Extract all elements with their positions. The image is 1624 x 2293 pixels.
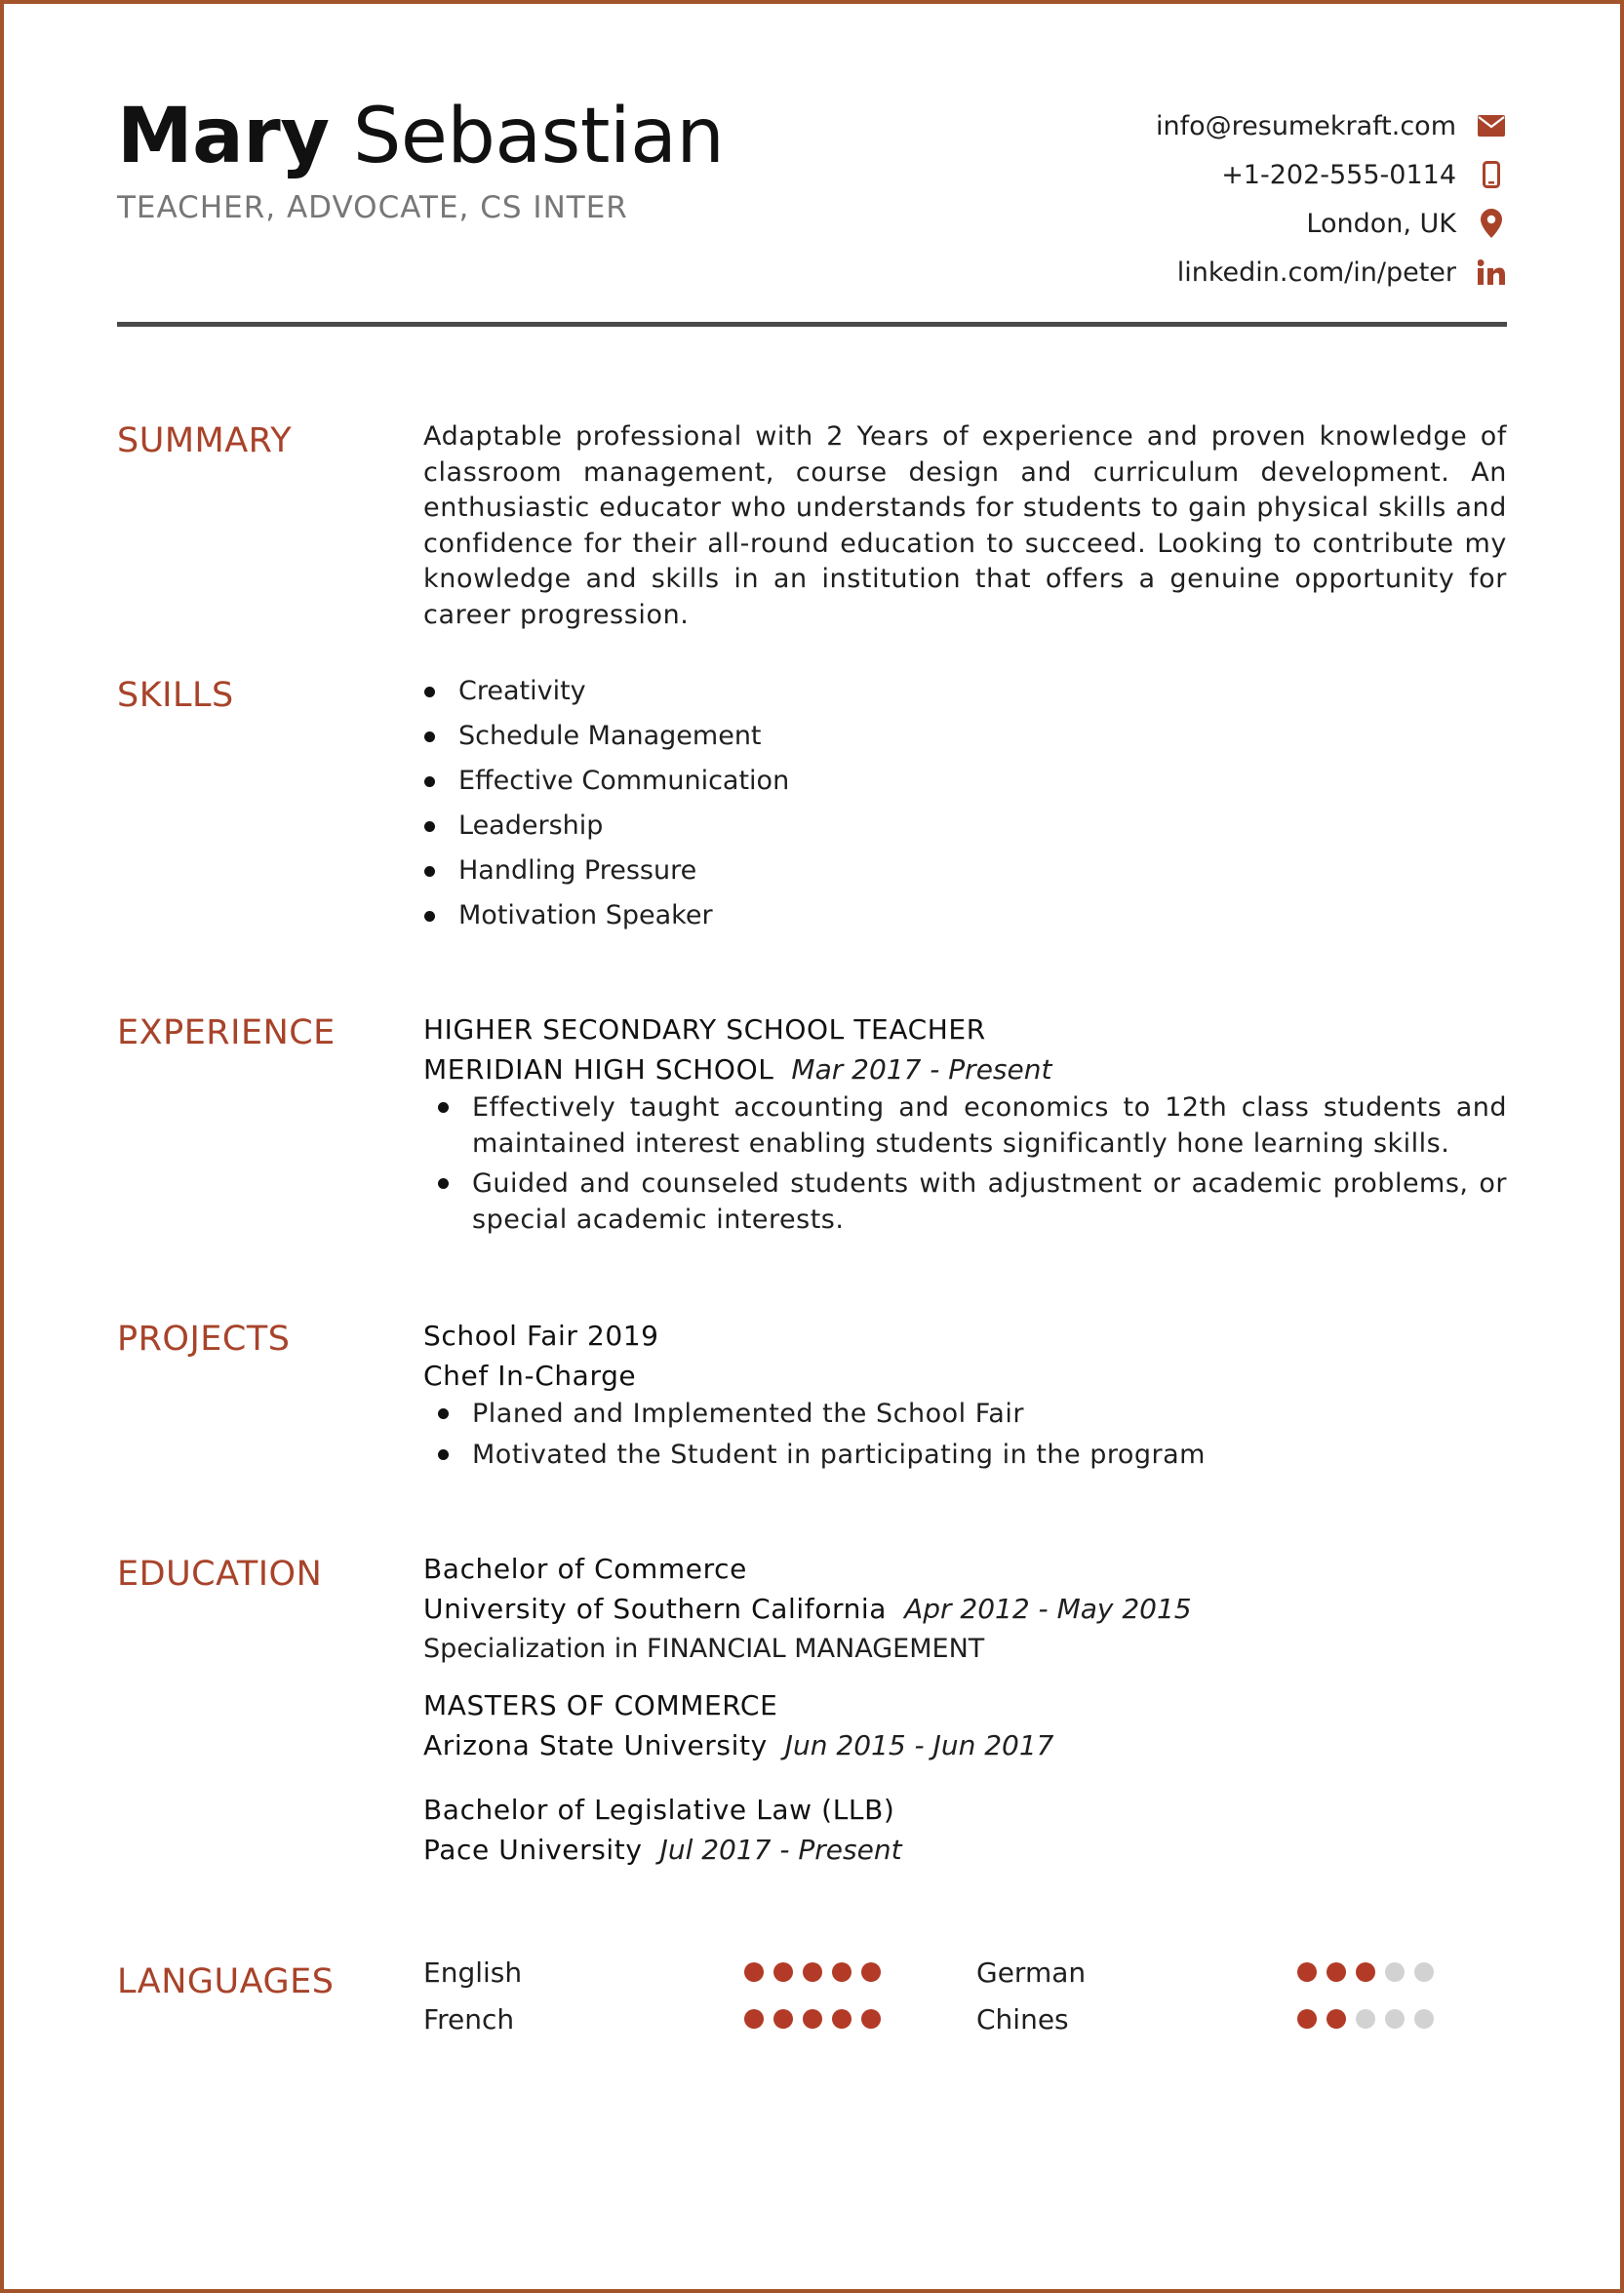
header-divider: [117, 322, 1507, 327]
skill-item: Creativity: [423, 672, 1507, 717]
summary-text: Adaptable professional with 2 Years of experience and proven knowledge of classroom management, course design and curriculum development. An enthusiastic educator who understands for students to gain physical skills and confidence for their all-round education to succeed. Looking to contribute my knowledge and skills in an institution that offers a genuine opportunity for career progression.: [423, 421, 1507, 630]
summary-section: [423, 419, 1507, 633]
employer-name: MERIDIAN HIGH SCHOOL: [423, 1053, 774, 1086]
contact-location-text: London, UK: [1306, 208, 1456, 239]
last-name: Sebastian: [352, 93, 725, 180]
skill-item: Effective Communication: [423, 762, 1507, 807]
candidate-name: [117, 93, 725, 180]
education-entry: [423, 1686, 1507, 1766]
language-name: French: [423, 2003, 515, 2036]
language-name: English: [423, 1957, 523, 1989]
contact-phone[interactable]: [824, 150, 1507, 199]
level-dot-empty: [1414, 1962, 1434, 1982]
projects-heading: PROJECTS: [117, 1320, 291, 1359]
school-line: [423, 1725, 1507, 1766]
level-dot-filled: [1297, 2009, 1317, 2029]
school-name: Arizona State University: [423, 1729, 768, 1761]
contact-phone-text[interactable]: +1-202-555-0114: [1221, 159, 1456, 190]
experience-bullet: Guided and counseled students with adjustment or academic problems, or special academic interests.: [423, 1166, 1507, 1238]
degree-name: MASTERS OF COMMERCE: [423, 1689, 778, 1721]
level-dot-filled: [832, 2009, 852, 2029]
experience-section: [423, 1010, 1507, 1243]
job-title: HIGHER SECONDARY SCHOOL TEACHER: [423, 1013, 986, 1046]
experience-heading: EXPERIENCE: [117, 1013, 336, 1052]
phone-icon: [1476, 159, 1507, 190]
language-level: [744, 1962, 881, 1982]
skill-item: Handling Pressure: [423, 851, 1507, 896]
level-dot-filled: [832, 1962, 852, 1982]
language-level: [1297, 2009, 1434, 2029]
school-line: [423, 1589, 1507, 1630]
level-dot-filled: [744, 2009, 764, 2029]
education-entry: [423, 1791, 1507, 1871]
language-row: [976, 2003, 1464, 2050]
first-name: Mary: [117, 93, 330, 180]
level-dot-filled: [744, 1962, 764, 1982]
level-dot-filled: [1327, 2009, 1346, 2029]
school-name: Pace University: [423, 1834, 643, 1866]
project-name: School Fair 2019: [423, 1320, 659, 1352]
level-dot-filled: [773, 2009, 793, 2029]
level-dot-filled: [861, 1962, 881, 1982]
contact-linkedin-text[interactable]: linkedin.com/in/peter: [1176, 257, 1456, 288]
language-level: [744, 2009, 881, 2029]
job-org-line: [423, 1049, 1507, 1090]
contact-email[interactable]: [824, 101, 1507, 150]
project-bullet: Planed and Implemented the School Fair: [423, 1397, 1507, 1433]
projects-section: [423, 1317, 1507, 1478]
language-name: Chines: [976, 2003, 1069, 2036]
experience-bullet: Effectively taught accounting and economics to 12th class students and maintained interest enabling students significantly hone learning skills.: [423, 1090, 1507, 1162]
skills-list: [423, 672, 1507, 941]
linkedin-icon: [1476, 257, 1507, 288]
languages-heading: LANGUAGES: [117, 1962, 335, 2001]
languages-section: [423, 1957, 1507, 2054]
headline: TEACHER, ADVOCATE, CS INTER: [117, 190, 628, 225]
project-role: [423, 1356, 1507, 1397]
school-line: [423, 1830, 1507, 1871]
skill-item: Schedule Management: [423, 717, 1507, 762]
skill-item: Motivation Speaker: [423, 896, 1507, 941]
envelope-icon: [1476, 110, 1507, 141]
level-dot-empty: [1356, 2009, 1375, 2029]
level-dot-filled: [803, 2009, 822, 2029]
skill-item: Leadership: [423, 807, 1507, 851]
level-dot-empty: [1385, 2009, 1405, 2029]
project-bullet: Motivated the Student in participating in the program: [423, 1438, 1507, 1474]
education-dates: Jul 2017 - Present: [659, 1834, 902, 1866]
contact-linkedin[interactable]: [824, 248, 1507, 297]
skills-heading: SKILLS: [117, 676, 234, 715]
education-dates: Jun 2015 - Jun 2017: [784, 1729, 1054, 1761]
level-dot-filled: [861, 2009, 881, 2029]
level-dot-filled: [1327, 1962, 1346, 1982]
education-section: [423, 1550, 1507, 1871]
education-entry: [423, 1550, 1507, 1669]
level-dot-empty: [1414, 2009, 1434, 2029]
contact-list: [824, 101, 1507, 297]
job-dates: Mar 2017 - Present: [791, 1053, 1052, 1086]
school-name: University of Southern California: [423, 1593, 888, 1625]
level-dot-filled: [1356, 1962, 1375, 1982]
level-dot-filled: [803, 1962, 822, 1982]
degree-name: Bachelor of Legislative Law (LLB): [423, 1794, 895, 1826]
education-heading: EDUCATION: [117, 1555, 323, 1594]
language-name: German: [976, 1957, 1087, 1989]
level-dot-filled: [773, 1962, 793, 1982]
language-row: [423, 1957, 911, 2003]
skills-section: [423, 672, 1507, 941]
education-dates: Apr 2012 - May 2015: [904, 1593, 1192, 1625]
project-bullets: [423, 1397, 1507, 1473]
contact-location: [824, 199, 1507, 248]
education-specialization: Specialization in FINANCIAL MANAGEMENT: [423, 1634, 985, 1664]
degree-name: Bachelor of Commerce: [423, 1553, 747, 1585]
location-pin-icon: [1476, 208, 1507, 239]
language-row: [976, 1957, 1464, 2003]
level-dot-filled: [1297, 1962, 1317, 1982]
project-role-text: Chef In-Charge: [423, 1360, 637, 1392]
level-dot-empty: [1385, 1962, 1405, 1982]
experience-bullets: [423, 1090, 1507, 1238]
summary-heading: SUMMARY: [117, 421, 293, 460]
contact-email-text[interactable]: info@resumekraft.com: [1156, 110, 1456, 141]
language-row: [423, 2003, 911, 2050]
language-level: [1297, 1962, 1434, 1982]
